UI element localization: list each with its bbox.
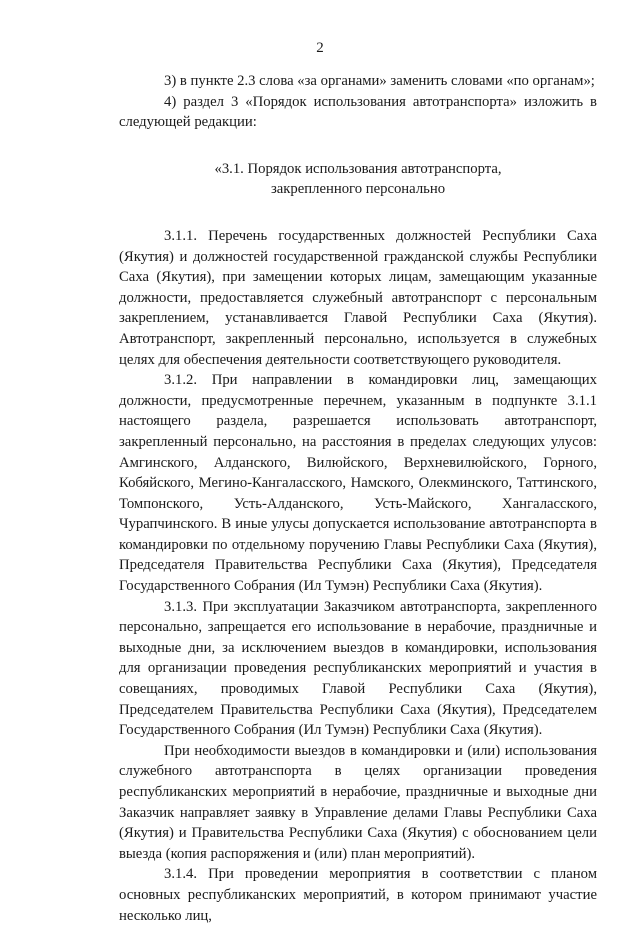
paragraph-3-1-3: 3.1.3. При эксплуатации Заказчиком автотранспорта, закрепленного персонально, запрещается его использование в нерабочие, праздничные и выходные дни, за исключением выездов в командировки, использования для организации проведения республиканских мероприятий и участия в совещаниях, проводимых Главой Республики Саха (Якутия), Председателем Правительства Республики Саха (Якутия), Председателем Государственного Собрания (Ил Тумэн) Республики Саха (Якутия).: [119, 598, 597, 739]
section-title: [119, 159, 597, 200]
intro-item-4: 4) раздел 3 «Порядок использования автотранспорта» изложить в следующей редакции:: [119, 93, 597, 131]
paragraph-request: При необходимости выездов в командировки и (или) использования служебного автотранспорта в целях организации проведения республиканских мероприятий в нерабочие, праздничные и выходные дни Заказчик направляет заявку в Управление делами Главы Республики Саха (Якутия) и Правительства Республики Саха (Якутия) с обоснованием цели выезда (копия распоряжения и (или) план мероприятий).: [119, 742, 597, 862]
paragraph-3-1-4: 3.1.4. При проведении мероприятия в соответствии с планом основных республиканских мероприятий, в котором принимают участие несколько лиц,: [119, 866, 597, 924]
intro-item-3: 3) в пункте 2.3 слова «за органами» заменить словами «по органам»;: [164, 73, 595, 89]
page-number: 2: [316, 40, 324, 56]
document-body: [119, 71, 597, 926]
paragraph-3-1-2: 3.1.2. При направлении в командировки лиц, замещающих должности, предусмотренные перечнем, указанным в подпункте 3.1.1 настоящего раздела, разрешается использовать автотранспорт, закрепленный персонально, на расстояния в пределах следующих улусов: Амгинского, Алданского, Вилюйского, Верхневилюйского, Горного, Кобяйского, Мегино-Кангаласского, Намского, Олекминского, Таттинского, Томпонского, Усть-Алданского, Усть-Майского, Хангаласского, Чурапчинского. В иные улусы допускается использование автотранспорта в командировки по отдельному поручению Главы Республики Саха (Якутия), Председателя Правительства Республики Саха (Якутия), Председателя Государственного Собрания (Ил Тумэн) Республики Саха (Якутия).: [119, 372, 597, 595]
paragraph-3-1-1: 3.1.1. Перечень государственных должностей Республики Саха (Якутия) и должностей государственной гражданской службы Республики Саха (Якутия), при замещении которых лицам, замещающим указанные должности, предоставляется служебный автотранспорт с персональным закреплением, устанавливается Главой Республики Саха (Якутия). Автотранспорт, закрепленный персонально, используется в служебных целях для обеспечения деятельности соответствующего руководителя.: [119, 227, 597, 368]
section-title-line-2: закрепленного персонально: [270, 181, 446, 198]
section-title-line-1: «3.1. Порядок использования автотранспорта,: [214, 160, 502, 177]
